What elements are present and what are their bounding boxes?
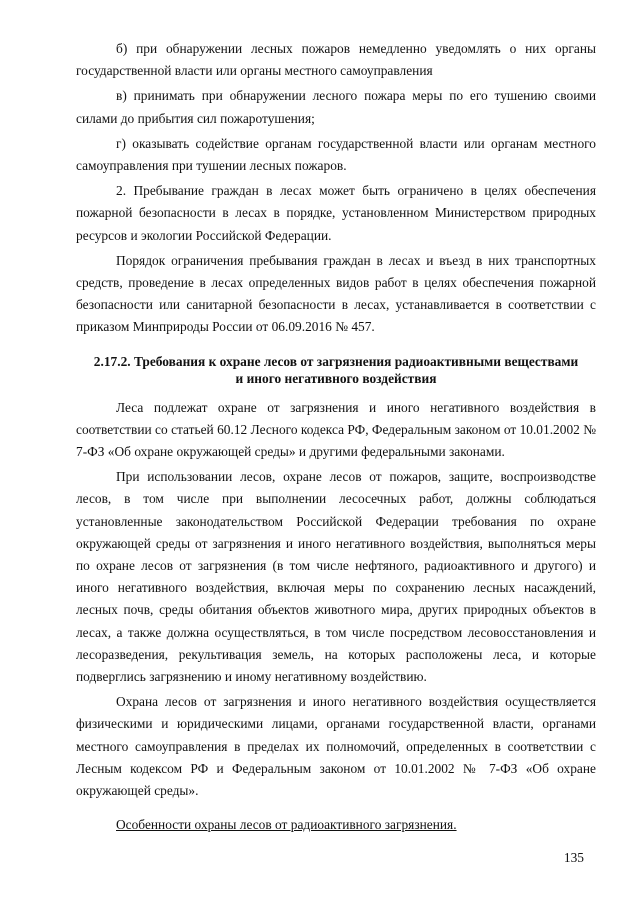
paragraph-forests-protection: Леса подлежат охране от загрязнения и иного негативного воздействия в соответствии со статьей 60.12 Лесного кодекса РФ, Федеральным законом от 10.01.2002 № 7-ФЗ «Об охране окружающей среды» и другими федеральными законами. bbox=[76, 399, 596, 460]
section-heading-line2: и иного негативного воздействия bbox=[235, 370, 437, 386]
subsection-title-text: Особенности охраны лесов от радиоактивного загрязнения. bbox=[116, 817, 457, 833]
paragraph-2: 2. Пребывание граждан в лесах может быть ограничено в целях обеспечения пожарной безопасности в лесах в порядке, установленном Министерством природных ресурсов и экологии Российской Федерации. bbox=[76, 183, 596, 243]
paragraph-b: б) при обнаружении лесных пожаров немедленно уведомлять о них органы государственной власти или органы местного самоуправления bbox=[76, 41, 596, 79]
paragraph-g: г) оказывать содействие органам государственной власти или органам местного самоуправления при тушении лесных пожаров. bbox=[76, 135, 596, 174]
paragraph-order: Порядок ограничения пребывания граждан в лесах и въезд в них транспортных средств, проведение в лесах определенных видов работ в целях обеспечения пожарной безопасности или санитарной безопасности в лесах, устанавливается в соответствии с приказом Минприроды России от 06.09.2016 № 457. bbox=[76, 252, 596, 335]
paragraph-v: в) принимать при обнаружении лесного пожара меры по его тушению своими силами до прибытия сил пожаротушения; bbox=[76, 88, 596, 126]
document-body bbox=[76, 38, 596, 837]
subsection-title bbox=[76, 814, 596, 836]
paragraph-responsible-parties: Охрана лесов от загрязнения и иного негативного воздействия осуществляется физическими и юридическими лицами, органами государственной власти, органами местного самоуправления в пределах их полномочий, определенных в соответствии с Лесным кодексом РФ и Федеральным законом от 10.01.2002 № 7-ФЗ «Об охране окружающей среды». bbox=[76, 694, 596, 799]
section-heading-line1: 2.17.2. Требования к охране лесов от загрязнения радиоактивными веществами bbox=[93, 353, 579, 369]
page-number: 135 bbox=[563, 850, 584, 865]
section-heading bbox=[76, 353, 596, 387]
paragraph-forest-use: При использовании лесов, охране лесов от пожаров, защите, воспроизводстве лесов, в том числе при выполнении лесосечных работ, должны соблюдаться установленные законодательством Российской Федерации требования по охране окружающей среды от загрязнения и иного негативного воздействия, выполняться меры по охране лесов от загрязнения (в том числе нефтяного, радиоактивного и другого) и иного негативного воздействия, включая меры по сохранению лесных насаждений, лесных почв, среды обитания объектов животного мира, других природных объектов в лесах, а также должна осуществляться, в том числе посредством лесовосстановления и лесоразведения, рекультивация земель, на которых расположены леса, и которые подверглись загрязнению и иному негативному воздействию. bbox=[76, 469, 596, 685]
